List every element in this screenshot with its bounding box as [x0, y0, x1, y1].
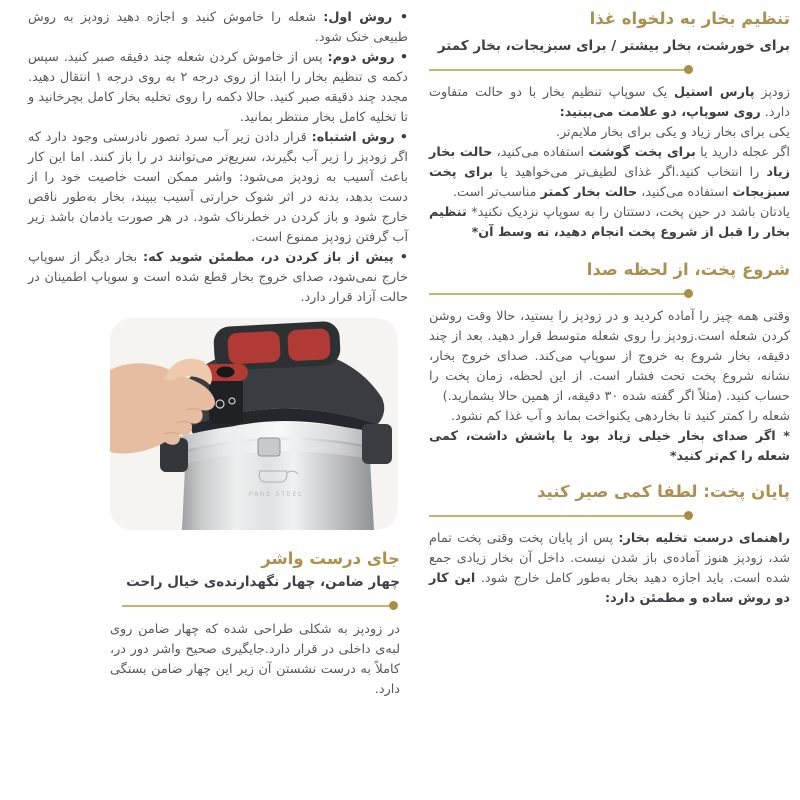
section-gasket — [110, 548, 400, 700]
section-subtitle-steam-adjust: برای خورشت، بخار بیشتر / برای سبزیجات، بخار کمتر — [437, 38, 790, 54]
paragraph: * اگر صدای بخار خیلی زیاد بود یا پاشش داشت، کمی شعله را کم‌تر کنید* — [429, 429, 790, 464]
paragraph: وقتی همه چیز را آماده کردید و در زودپز را بستید، حالا وقت روشن کردن شعله است.زودپز را روی شعله متوسط قرار دهید. بعد از چند دقیقه، بخار شروع به خروج از سوپاپ می‌کند. صدای خروج بخار، نشانه شروع پخت تحت فشار است. از این لحظه، زمان پخت را حساب کنید. (مثلاً اگر گفته شده ۳۰ دقیقه، از همین حالا بشمارید.) — [429, 309, 790, 404]
pressure-cooker-illustration — [110, 318, 398, 530]
bullet-wrong-method: • روش اشتباه: قرار دادن زیر آب سرد تصور نادرستی وجود دارد که اگر زودپز را زیر آب بگیرند، سریع‌تر می‌توانند در را باز کنند. اما این کار باعث آسیب به زودپز می‌شود: واشر ممکن است خاصیت خود را از دست بدهد، بدنه در اثر شوک حرارتی آسیب ببیند، بخار به‌طور ناقص خارج شود و باز کردن در خطرناک شود. در هر صورت یادمان باشد زیر آب گرفتن زودپز ممنوع است. — [28, 130, 408, 245]
section-divider — [122, 601, 398, 610]
section-steam-adjust — [429, 8, 790, 243]
lid-handle — [213, 321, 341, 372]
right-clamp — [362, 424, 392, 464]
section-heading-cooking-start: شروع پخت، از لحظه صدا — [586, 260, 790, 279]
section-cooking-start — [429, 259, 790, 467]
divider-line — [429, 293, 685, 295]
section-cooking-end — [429, 481, 790, 609]
divider-dot-icon — [389, 601, 398, 610]
column-right — [429, 8, 790, 800]
section-divider — [429, 289, 693, 298]
paragraph: شعله را کمتر کنید تا بخاردهی یکنواخت بماند و آب غذا کم نشود. — [451, 409, 790, 424]
section-subtitle-gasket: چهار ضامن، چهار نگهدارنده‌ی خیال راحت — [126, 574, 400, 590]
front-latch — [258, 438, 280, 456]
paragraph: زودپز پارس استیل یک سوپاپ تنظیم بخار با دو حالت متفاوت دارد. روی سوپاپ، دو علامت می‌بینید: — [429, 85, 790, 120]
divider-line — [122, 605, 390, 607]
divider-line — [429, 515, 685, 517]
paragraph: یکی برای بخار زیاد و یکی برای بخار ملایم‌تر. — [555, 125, 790, 140]
section-heading-gasket: جای درست واشر — [261, 549, 400, 568]
paragraph: راهنمای درست تخلیه بخار: پس از پایان پخت وقتی پخت تمام شد، زودپز هنوز آماده‌ی باز شدن نیست. داخل آن بخار زیادی جمع شده است. باید اجازه دهید بخار به‌طور کامل خارج شود. این کار دو روش ساده و مطمئن دارد: — [429, 531, 790, 606]
column-left — [28, 8, 408, 800]
section-heading-steam-adjust: تنظیم بخار به دلخواه غذا — [589, 9, 790, 28]
divider-dot-icon — [684, 65, 693, 74]
divider-line — [429, 69, 685, 71]
section-divider — [429, 511, 693, 520]
divider-dot-icon — [684, 511, 693, 520]
divider-dot-icon — [684, 289, 693, 298]
logo-text: PARS STEEL — [248, 490, 304, 498]
paragraph: در زودپز به شکلی طراحی شده که چهار ضامن روی لبه‌ی داخلی در قرار دارد.جایگیری صحیح واشر دور در، کاملاً به درست نشستن آن زیر این چهار ضامن بستگی دارد. — [110, 622, 400, 697]
section-heading-cooking-end: پایان پخت: لطفا کمی صبر کنید — [537, 482, 790, 501]
bullet-before-opening: • پیش از باز کردن در، مطمئن شوید که: بخار دیگر از سوپاپ خارج نمی‌شود، صدای خروج بخار قطع شده است و سوپاپ اطمینان در حالت آزاد قرار دارد. — [28, 250, 408, 305]
bullet-method-two: • روش دوم: پس از خاموش کردن شعله چند دقیقه صبر کنید. سپس دکمه ی تنظیم بخار را ابتدا از روی درجه ۲ به روی درجه ۱ انتقال دهید. مجدد چند دقیقه صبر کنید. حالا دکمه را روی تخلیه بخار کامل بچرخانید و تا تخلیه کامل بخار منتظر بمانید. — [28, 50, 409, 125]
paragraph: اگر عجله دارید یا برای پخت گوشت استفاده می‌کنید، حالت بخار زیاد را انتخاب کنید.اگر غذای لطیف‌تر می‌خواهید یا برای پخت سبزیجات استفاده می‌کنید، حالت بخار کمتر مناسب‌تر است. — [429, 145, 790, 200]
paragraph: یادتان باشد در حین پخت، دستتان را به سوپاپ نزدیک نکنید* تنظیم بخار را قبل از شروع پخت انجام دهید، نه وسط آن* — [429, 205, 790, 240]
section-divider — [429, 65, 693, 74]
bullet-method-one: • روش اول: شعله را خاموش کنید و اجازه دهید زودپز به روش طبیعی خنک شود. — [28, 10, 408, 45]
pressure-cooker-photo — [110, 318, 398, 530]
